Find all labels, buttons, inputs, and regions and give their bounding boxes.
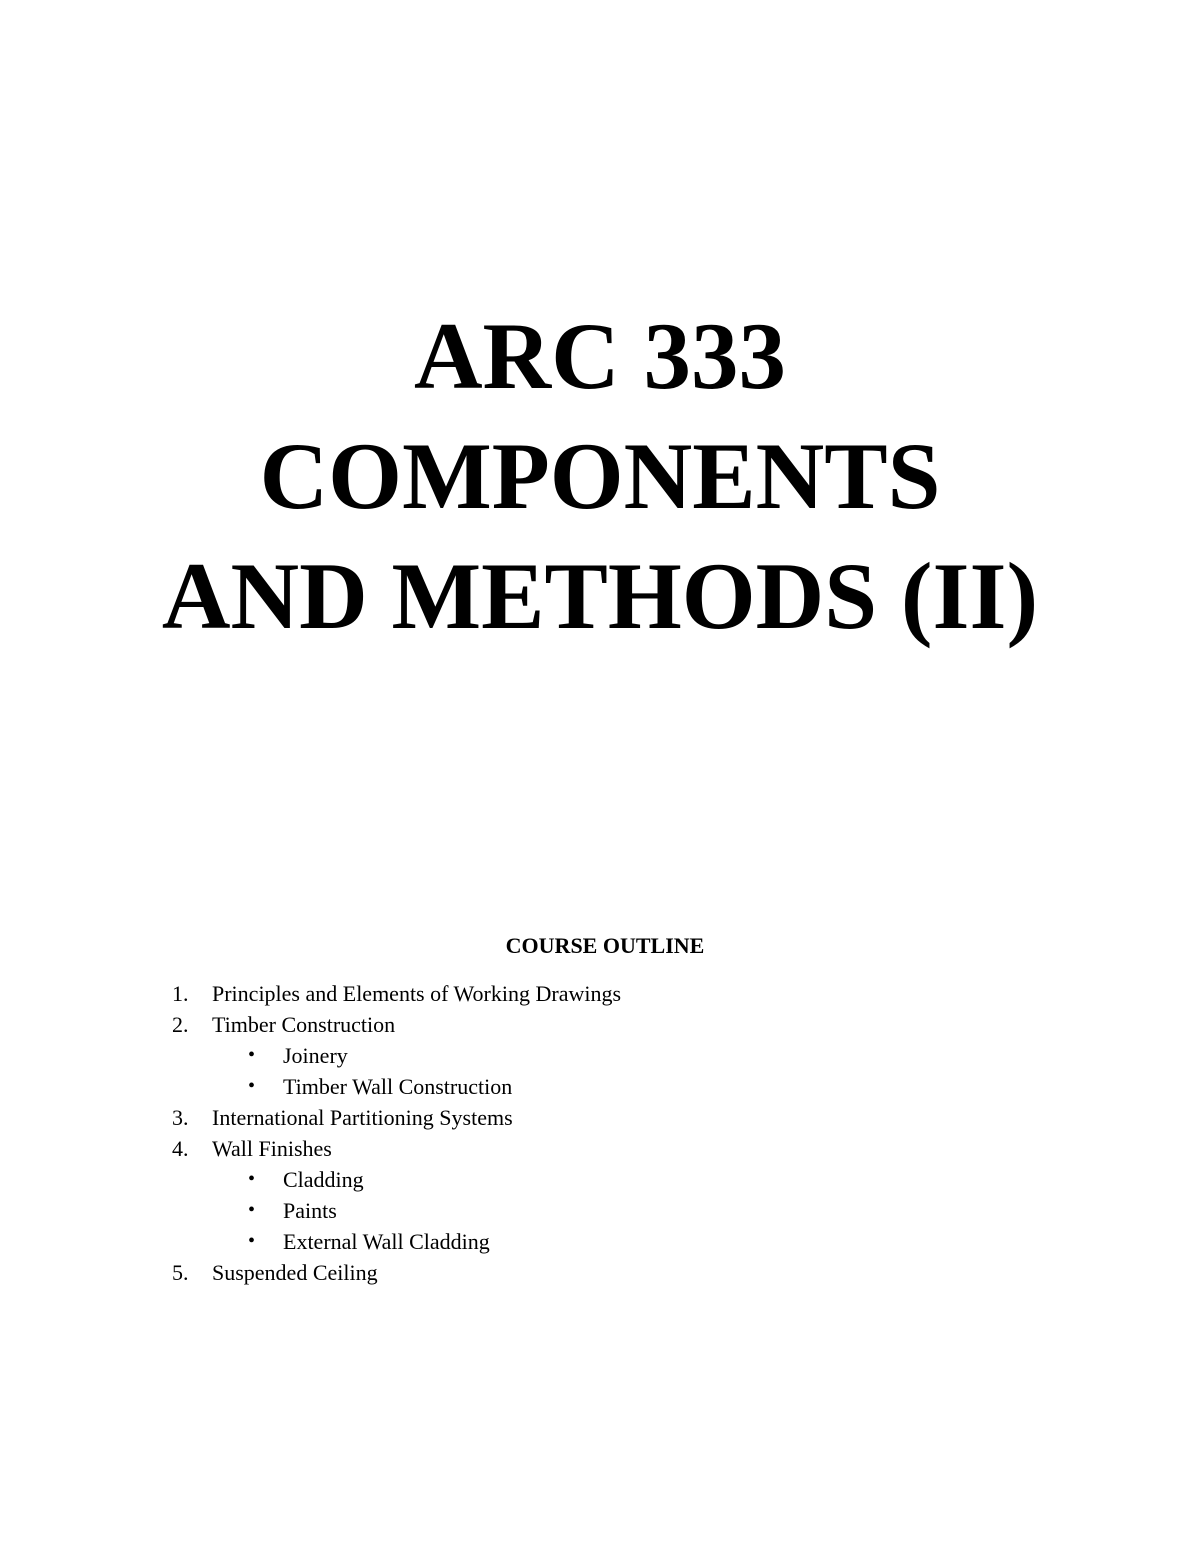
outline-subitem-text: Cladding: [283, 1167, 364, 1192]
outline-subitem-text: External Wall Cladding: [283, 1229, 490, 1254]
course-outline-list: [0, 978, 1200, 1288]
course-title-line-1: COMPONENTS: [259, 423, 941, 529]
outline-subitem: [0, 1164, 1200, 1195]
outline-item-number: 1.: [172, 981, 189, 1006]
outline-subitem: [0, 1195, 1200, 1226]
bullet-icon: •: [248, 1199, 256, 1221]
outline-subitem-text: Joinery: [283, 1043, 348, 1068]
outline-item-text: Timber Construction: [212, 1012, 396, 1037]
outline-item-4: [0, 1133, 1200, 1164]
outline-item-text: International Partitioning Systems: [212, 1105, 513, 1130]
outline-item-2: [0, 1009, 1200, 1040]
bullet-icon: •: [248, 1044, 256, 1066]
outline-subitem: [0, 1071, 1200, 1102]
course-outline-heading: COURSE OUTLINE: [505, 933, 705, 958]
outline-subitem-text: Paints: [283, 1198, 337, 1223]
outline-item-text: Suspended Ceiling: [212, 1260, 378, 1285]
course-code: ARC 333: [413, 303, 787, 409]
bullet-icon: •: [248, 1075, 256, 1097]
outline-item-3: [0, 1102, 1200, 1133]
outline-item-number: 5.: [172, 1260, 189, 1285]
outline-subitem: [0, 1040, 1200, 1071]
outline-item-number: 3.: [172, 1105, 189, 1130]
bullet-icon: •: [248, 1230, 256, 1252]
outline-subitem-text: Timber Wall Construction: [283, 1074, 513, 1099]
outline-item-5: [0, 1257, 1200, 1288]
document-title: [0, 296, 1200, 656]
outline-item-1: [0, 978, 1200, 1009]
outline-item-number: 2.: [172, 1012, 189, 1037]
bullet-icon: •: [248, 1168, 256, 1190]
outline-item-text: Wall Finishes: [212, 1136, 332, 1161]
outline-item-number: 4.: [172, 1136, 189, 1161]
outline-subitem: [0, 1226, 1200, 1257]
course-title-line-2: AND METHODS (II): [161, 543, 1039, 649]
outline-item-text: Principles and Elements of Working Drawings: [212, 981, 622, 1006]
